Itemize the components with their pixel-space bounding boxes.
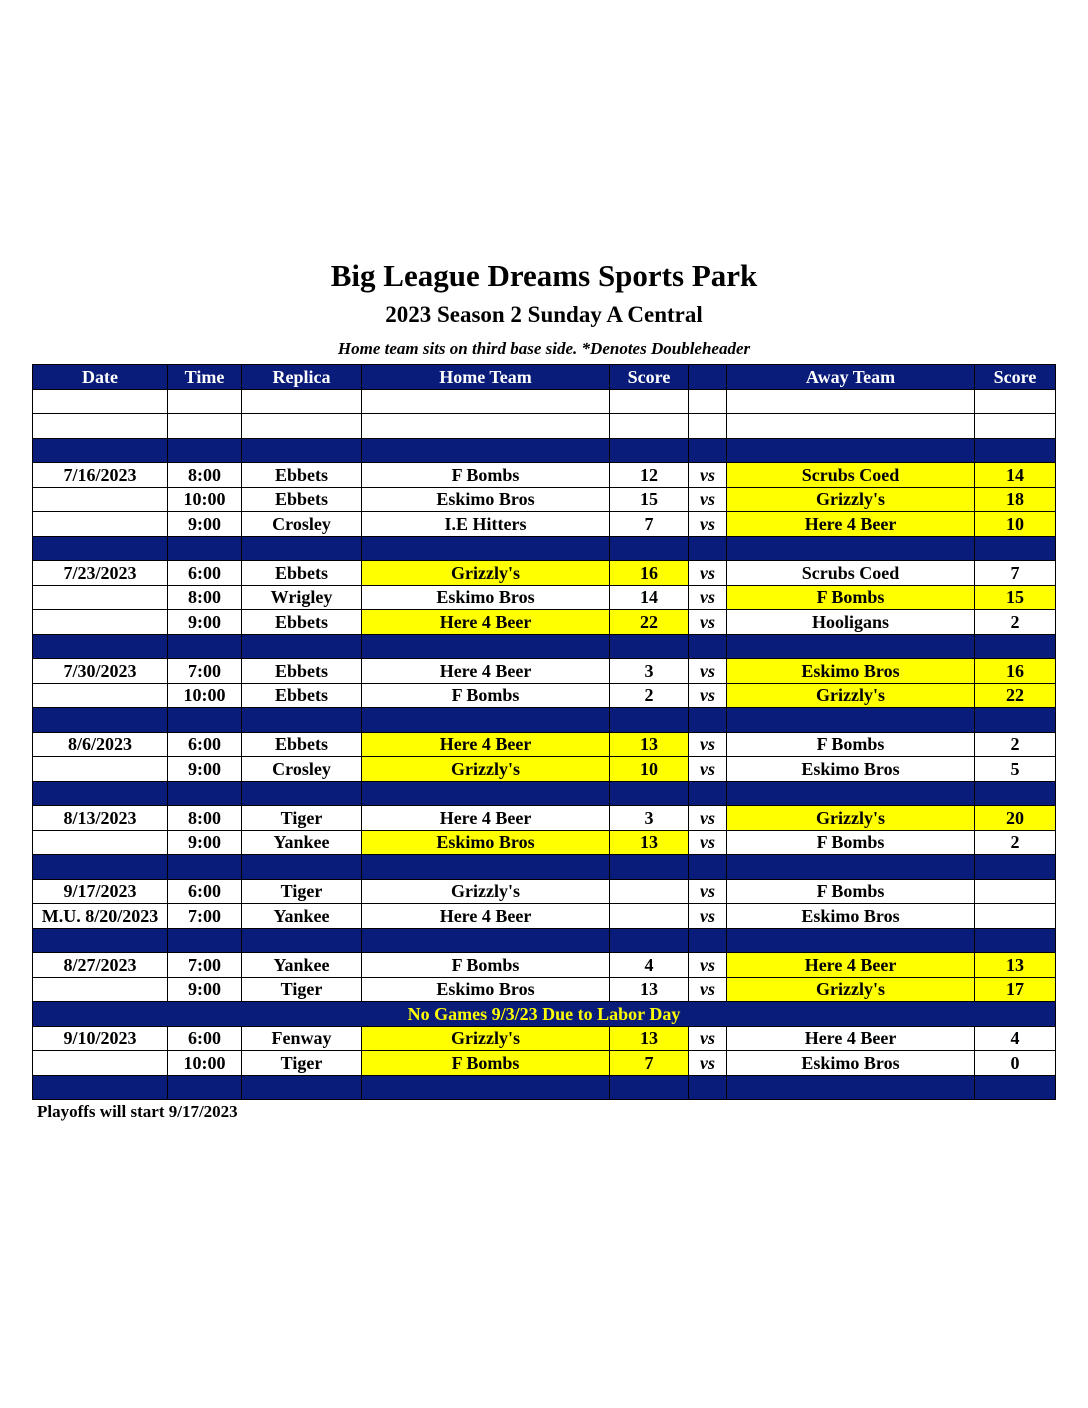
table-row: [33, 512, 1056, 537]
blank-cell: [727, 438, 975, 463]
home-score-cell: 7: [610, 512, 689, 537]
blank-cell: [362, 438, 610, 463]
blank-cell: [689, 414, 727, 439]
separator-row: [33, 781, 1056, 806]
vs-cell: vs: [689, 1026, 727, 1051]
empty-row: [33, 389, 1056, 414]
replica-cell: Fenway: [242, 1026, 362, 1051]
col-header-time: Time: [168, 365, 242, 390]
away-score-cell: 2: [975, 830, 1056, 855]
blank-cell: [33, 855, 168, 880]
time-cell: 7:00: [168, 953, 242, 978]
vs-cell: vs: [689, 487, 727, 512]
replica-cell: Yankee: [242, 830, 362, 855]
away-score-cell: 4: [975, 1026, 1056, 1051]
blank-cell: [33, 928, 168, 953]
away-team-cell: Eskimo Bros: [727, 659, 975, 684]
vs-cell: vs: [689, 610, 727, 635]
time-cell: 6:00: [168, 561, 242, 586]
away-team-cell: Here 4 Beer: [727, 512, 975, 537]
table-row: [33, 585, 1056, 610]
blank-cell: [727, 781, 975, 806]
away-score-cell: 0: [975, 1051, 1056, 1076]
replica-cell: Tiger: [242, 806, 362, 831]
blank-cell: [362, 855, 610, 880]
blank-cell: [362, 928, 610, 953]
date-cell: [33, 757, 168, 782]
away-team-cell: Grizzly's: [727, 487, 975, 512]
home-score-cell: 13: [610, 830, 689, 855]
blank-cell: [168, 634, 242, 659]
away-team-cell: F Bombs: [727, 732, 975, 757]
blank-cell: [242, 781, 362, 806]
blank-cell: [975, 389, 1056, 414]
separator-row: [33, 1075, 1056, 1100]
blank-cell: [242, 708, 362, 733]
home-team-cell: Here 4 Beer: [362, 610, 610, 635]
date-cell: [33, 977, 168, 1002]
table-row: [33, 977, 1056, 1002]
date-cell: 7/23/2023: [33, 561, 168, 586]
blank-cell: [610, 855, 689, 880]
table-row: [33, 683, 1056, 708]
replica-cell: Crosley: [242, 512, 362, 537]
blank-cell: [727, 634, 975, 659]
blank-cell: [975, 536, 1056, 561]
home-score-cell: 10: [610, 757, 689, 782]
blank-cell: [610, 781, 689, 806]
table-row: [33, 659, 1056, 684]
separator-row: [33, 708, 1056, 733]
away-team-cell: Hooligans: [727, 610, 975, 635]
table-row: [33, 1026, 1056, 1051]
blank-cell: [362, 708, 610, 733]
col-header-vs: [689, 365, 727, 390]
blank-cell: [168, 389, 242, 414]
vs-cell: vs: [689, 732, 727, 757]
vs-cell: vs: [689, 463, 727, 488]
home-team-cell: Eskimo Bros: [362, 487, 610, 512]
away-score-cell: 14: [975, 463, 1056, 488]
date-cell: [33, 1051, 168, 1076]
header-row: [33, 365, 1056, 390]
home-team-cell: F Bombs: [362, 953, 610, 978]
blank-cell: [242, 438, 362, 463]
schedule-note: Home team sits on third base side. *Denotes Doubleheader: [337, 339, 751, 358]
home-score-cell: 3: [610, 659, 689, 684]
away-score-cell: 17: [975, 977, 1056, 1002]
replica-cell: Ebbets: [242, 683, 362, 708]
blank-cell: [689, 855, 727, 880]
table-row: [33, 806, 1056, 831]
home-team-cell: Eskimo Bros: [362, 977, 610, 1002]
table-row: [33, 487, 1056, 512]
time-cell: 10:00: [168, 683, 242, 708]
separator-row: [33, 438, 1056, 463]
home-team-cell: Grizzly's: [362, 879, 610, 904]
home-team-cell: Here 4 Beer: [362, 806, 610, 831]
vs-cell: vs: [689, 683, 727, 708]
blank-cell: [610, 536, 689, 561]
schedule-body: [33, 389, 1056, 1100]
date-cell: [33, 487, 168, 512]
blank-cell: [168, 536, 242, 561]
blank-cell: [610, 708, 689, 733]
time-cell: 9:00: [168, 977, 242, 1002]
blank-cell: [242, 855, 362, 880]
blank-cell: [362, 414, 610, 439]
home-team-cell: F Bombs: [362, 683, 610, 708]
empty-row: [33, 414, 1056, 439]
separator-row: [33, 855, 1056, 880]
home-score-cell: 14: [610, 585, 689, 610]
col-header-away-score: Score: [975, 365, 1056, 390]
time-cell: 9:00: [168, 757, 242, 782]
away-score-cell: 7: [975, 561, 1056, 586]
away-team-cell: F Bombs: [727, 585, 975, 610]
blank-cell: [33, 414, 168, 439]
blank-cell: [975, 855, 1056, 880]
vs-cell: vs: [689, 953, 727, 978]
time-cell: 9:00: [168, 512, 242, 537]
blank-cell: [610, 1075, 689, 1100]
home-team-cell: Grizzly's: [362, 1026, 610, 1051]
col-header-home-team: Home Team: [362, 365, 610, 390]
blank-cell: [168, 1075, 242, 1100]
blank-cell: [168, 708, 242, 733]
replica-cell: Ebbets: [242, 659, 362, 684]
date-cell: [33, 610, 168, 635]
home-score-cell: 4: [610, 953, 689, 978]
vs-cell: vs: [689, 512, 727, 537]
blank-cell: [727, 536, 975, 561]
table-row: [33, 561, 1056, 586]
blank-cell: [168, 855, 242, 880]
date-cell: [33, 512, 168, 537]
blank-cell: [362, 781, 610, 806]
away-team-cell: Eskimo Bros: [727, 757, 975, 782]
away-score-cell: 5: [975, 757, 1056, 782]
blank-cell: [168, 928, 242, 953]
away-team-cell: Here 4 Beer: [727, 953, 975, 978]
blank-cell: [242, 928, 362, 953]
blank-cell: [689, 708, 727, 733]
time-cell: 7:00: [168, 659, 242, 684]
away-team-cell: Here 4 Beer: [727, 1026, 975, 1051]
blank-cell: [242, 389, 362, 414]
replica-cell: Tiger: [242, 879, 362, 904]
date-cell: 9/10/2023: [33, 1026, 168, 1051]
home-team-cell: Here 4 Beer: [362, 732, 610, 757]
home-score-cell: 15: [610, 487, 689, 512]
home-score-cell: 7: [610, 1051, 689, 1076]
notice-row: [33, 1002, 1056, 1027]
away-team-cell: F Bombs: [727, 879, 975, 904]
blank-cell: [689, 781, 727, 806]
vs-cell: vs: [689, 561, 727, 586]
blank-cell: [33, 438, 168, 463]
home-team-cell: Eskimo Bros: [362, 830, 610, 855]
home-score-cell: [610, 879, 689, 904]
table-row: [33, 879, 1056, 904]
blank-cell: [975, 781, 1056, 806]
blank-cell: [33, 536, 168, 561]
blank-cell: [975, 634, 1056, 659]
date-cell: 8/6/2023: [33, 732, 168, 757]
away-score-cell: 20: [975, 806, 1056, 831]
home-score-cell: 13: [610, 1026, 689, 1051]
vs-cell: vs: [689, 659, 727, 684]
time-cell: 8:00: [168, 463, 242, 488]
home-score-cell: 2: [610, 683, 689, 708]
away-team-cell: Grizzly's: [727, 806, 975, 831]
vs-cell: vs: [689, 757, 727, 782]
away-team-cell: Scrubs Coed: [727, 561, 975, 586]
replica-cell: Yankee: [242, 953, 362, 978]
blank-cell: [610, 438, 689, 463]
home-team-cell: F Bombs: [362, 1051, 610, 1076]
blank-cell: [689, 928, 727, 953]
replica-cell: Tiger: [242, 977, 362, 1002]
away-team-cell: Scrubs Coed: [727, 463, 975, 488]
home-team-cell: F Bombs: [362, 463, 610, 488]
blank-cell: [33, 1075, 168, 1100]
separator-row: [33, 928, 1056, 953]
blank-cell: [975, 708, 1056, 733]
blank-cell: [689, 389, 727, 414]
date-cell: [33, 585, 168, 610]
home-score-cell: 12: [610, 463, 689, 488]
home-team-cell: Eskimo Bros: [362, 585, 610, 610]
replica-cell: Crosley: [242, 757, 362, 782]
blank-cell: [610, 414, 689, 439]
time-cell: 10:00: [168, 1051, 242, 1076]
replica-cell: Tiger: [242, 1051, 362, 1076]
date-cell: [33, 830, 168, 855]
table-row: [33, 757, 1056, 782]
table-row: [33, 732, 1056, 757]
away-score-cell: 2: [975, 732, 1056, 757]
date-cell: 9/17/2023: [33, 879, 168, 904]
blank-cell: [33, 389, 168, 414]
replica-cell: Ebbets: [242, 732, 362, 757]
blank-cell: [168, 414, 242, 439]
blank-cell: [727, 708, 975, 733]
replica-cell: Ebbets: [242, 610, 362, 635]
date-cell: 7/16/2023: [33, 463, 168, 488]
schedule-table: [32, 364, 1056, 1100]
col-header-replica: Replica: [242, 365, 362, 390]
away-team-cell: Eskimo Bros: [727, 904, 975, 929]
home-score-cell: 13: [610, 732, 689, 757]
table-row: [33, 463, 1056, 488]
away-team-cell: F Bombs: [727, 830, 975, 855]
blank-cell: [362, 634, 610, 659]
blank-cell: [727, 855, 975, 880]
away-score-cell: 10: [975, 512, 1056, 537]
blank-cell: [727, 389, 975, 414]
vs-cell: vs: [689, 1051, 727, 1076]
date-cell: 8/13/2023: [33, 806, 168, 831]
blank-cell: [975, 928, 1056, 953]
blank-cell: [33, 634, 168, 659]
blank-cell: [362, 389, 610, 414]
away-score-cell: [975, 879, 1056, 904]
home-score-cell: 13: [610, 977, 689, 1002]
blank-cell: [362, 1075, 610, 1100]
playoffs-note: Playoffs will start 9/17/2023: [37, 1102, 238, 1121]
away-score-cell: [975, 904, 1056, 929]
time-cell: 7:00: [168, 904, 242, 929]
blank-cell: [727, 414, 975, 439]
vs-cell: vs: [689, 830, 727, 855]
time-cell: 9:00: [168, 610, 242, 635]
col-header-home-score: Score: [610, 365, 689, 390]
time-cell: 6:00: [168, 1026, 242, 1051]
home-score-cell: 22: [610, 610, 689, 635]
blank-cell: [689, 634, 727, 659]
blank-cell: [689, 536, 727, 561]
away-team-cell: Grizzly's: [727, 683, 975, 708]
away-score-cell: 13: [975, 953, 1056, 978]
home-team-cell: Grizzly's: [362, 757, 610, 782]
away-score-cell: 16: [975, 659, 1056, 684]
page-subtitle: 2023 Season 2 Sunday A Central: [385, 302, 703, 327]
blank-cell: [33, 781, 168, 806]
blank-cell: [975, 438, 1056, 463]
vs-cell: vs: [689, 585, 727, 610]
home-score-cell: 3: [610, 806, 689, 831]
blank-cell: [168, 438, 242, 463]
col-header-date: Date: [33, 365, 168, 390]
home-team-cell: Here 4 Beer: [362, 659, 610, 684]
home-team-cell: Here 4 Beer: [362, 904, 610, 929]
blank-cell: [242, 414, 362, 439]
away-score-cell: 18: [975, 487, 1056, 512]
date-cell: 7/30/2023: [33, 659, 168, 684]
replica-cell: Yankee: [242, 904, 362, 929]
blank-cell: [975, 414, 1056, 439]
blank-cell: [727, 928, 975, 953]
replica-cell: Wrigley: [242, 585, 362, 610]
home-team-cell: Grizzly's: [362, 561, 610, 586]
date-cell: [33, 683, 168, 708]
blank-cell: [362, 536, 610, 561]
away-team-cell: Eskimo Bros: [727, 1051, 975, 1076]
separator-row: [33, 634, 1056, 659]
time-cell: 8:00: [168, 585, 242, 610]
time-cell: 8:00: [168, 806, 242, 831]
vs-cell: vs: [689, 904, 727, 929]
home-score-cell: 16: [610, 561, 689, 586]
blank-cell: [610, 634, 689, 659]
table-row: [33, 953, 1056, 978]
notice-text: No Games 9/3/23 Due to Labor Day: [33, 1002, 1056, 1027]
time-cell: 6:00: [168, 732, 242, 757]
blank-cell: [33, 708, 168, 733]
separator-row: [33, 536, 1056, 561]
table-row: [33, 610, 1056, 635]
vs-cell: vs: [689, 879, 727, 904]
table-row: [33, 830, 1056, 855]
home-team-cell: I.E Hitters: [362, 512, 610, 537]
replica-cell: Ebbets: [242, 561, 362, 586]
time-cell: 6:00: [168, 879, 242, 904]
blank-cell: [242, 536, 362, 561]
away-team-cell: Grizzly's: [727, 977, 975, 1002]
home-score-cell: [610, 904, 689, 929]
col-header-away-team: Away Team: [727, 365, 975, 390]
time-cell: 10:00: [168, 487, 242, 512]
blank-cell: [610, 389, 689, 414]
table-row: [33, 904, 1056, 929]
table-row: [33, 1051, 1056, 1076]
page-title: Big League Dreams Sports Park: [330, 258, 758, 293]
replica-cell: Ebbets: [242, 487, 362, 512]
vs-cell: vs: [689, 977, 727, 1002]
vs-cell: vs: [689, 806, 727, 831]
blank-cell: [242, 1075, 362, 1100]
away-score-cell: 15: [975, 585, 1056, 610]
away-score-cell: 2: [975, 610, 1056, 635]
blank-cell: [727, 1075, 975, 1100]
date-cell: M.U. 8/20/2023: [33, 904, 168, 929]
blank-cell: [610, 928, 689, 953]
away-score-cell: 22: [975, 683, 1056, 708]
blank-cell: [168, 781, 242, 806]
replica-cell: Ebbets: [242, 463, 362, 488]
blank-cell: [975, 1075, 1056, 1100]
date-cell: 8/27/2023: [33, 953, 168, 978]
blank-cell: [242, 634, 362, 659]
time-cell: 9:00: [168, 830, 242, 855]
blank-cell: [689, 438, 727, 463]
blank-cell: [689, 1075, 727, 1100]
